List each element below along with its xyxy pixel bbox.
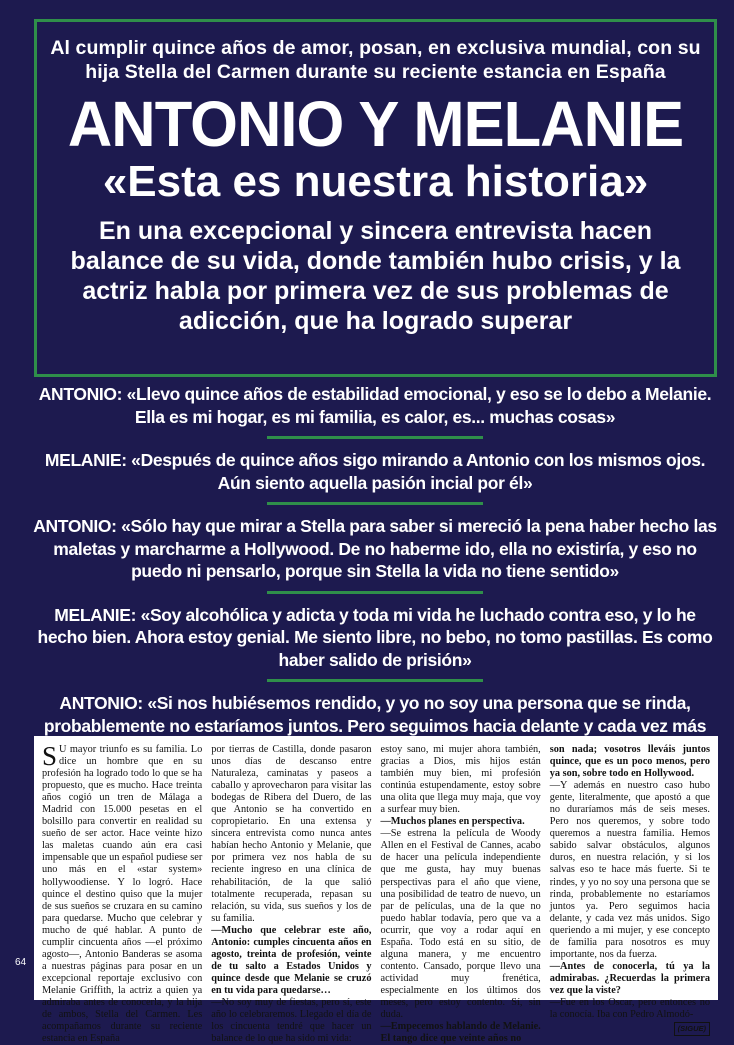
dropcap: S <box>42 741 58 771</box>
paragraph: —Y además en nuestro caso hubo gente, literalmente, que apostó a que no duraríamos más de seis meses. Pero nos queremos, y sobre todo queremos a nuestra familia. Hemos sabido salvar obstáculos, algunos duros, en nuestra relación, y si los salvas eso te hace más fuerte. Si te rindes, y yo no soy una persona que se rinda, probablemente no estaríamos juntos ya. Pero seguimos hacia delante, y cada vez más unidos. Sigo queriendo a mi mujer, y ese concepto de familia para nosotros es muy importante, nos da fuerza. <box>549 780 710 960</box>
divider <box>267 502 483 505</box>
paragraph: U mayor triunfo es su familia. Lo dice un hombre que en su profesión ha logrado todo lo que se ha propuesto, que es mucho. Hace treinta años cogió un tren de Málaga a Madrid con 15.000 pesetas en el bolsillo para convertir en realidad su sueño de ser actor. Hace veinte hizo las maletas cuando aún era casi impensable que un español pudiese ser uno más en el «star system» hollywoodiense. Y lo logró. Hace quince el destino quiso que la mujer de sus sueños se cruzara en su camino para quedarse. Mucho que celebrar y mucho de qué hablar. A punto de cumplir cincuenta años —el próximo agosto—, Antonio Banderas se asoma a nuestras páginas para posar en un excepcional reportaje exclusivo con Melanie Griffith, la actriz a quien ya admiraba antes de conocerla, y la hija de ambos, Stella del Carmen. Les acompañamos durante su reciente estancia en España <box>42 744 203 1045</box>
interview-question: son nada; vosotros lleváis juntos quince, que es un poco menos, pero ya son, sobre todo en Hollywood. <box>549 744 710 780</box>
kicker: Al cumplir quince años de amor, posan, en exclusiva mundial, con su hija Stella del Carmen durante su reciente estancia en España <box>50 37 701 83</box>
deck: En una excepcional y sincera entrevista hacen balance de su vida, donde también hubo crisis, y la actriz habla por primera vez de sus problemas de adicción, que ha logrado superar <box>70 217 681 335</box>
paragraph: —No soy muy de fiestas, pero sí, este año lo celebraremos. Llegado el día de los cincuenta tendré que hacer un balance de lo que ha sido mi vida: <box>211 996 372 1045</box>
article-column-4 <box>549 744 710 1034</box>
interview-question: —Mucho que celebrar este año, Antonio: cumples cincuenta años en agosto, treinta de profesión, veinte de tu salto a Estados Unidos y quince desde que Melanie se cruzó en tu vida para quedarse… <box>211 924 372 996</box>
quote-melanie-2: MELANIE: «Soy alcohólica y adicta y toda mi vida he luchado contra eso, y lo he hecho bien. Ahora estoy genial. Me siento libre, no bebo, no tomo pastillas. Es como haber salido de prisión» <box>37 604 713 670</box>
article-column-2 <box>211 744 372 1045</box>
divider <box>267 436 483 439</box>
quote-antonio-3: ANTONIO: «Si nos hubiésemos rendido, y yo no soy una persona que se rinda, probablemente no estaríamos juntos. Pero seguimos hacia delante y cada vez más <box>43 693 707 736</box>
continued-badge: (SIGUE) <box>674 1022 710 1036</box>
header-box <box>34 19 717 377</box>
paragraph: —Fue en los Oscar, pero entonces no la conocía. Iba con Pedro Almodó- <box>549 996 710 1021</box>
interview-question: —Empecemos hablando de Melanie. El tango dice que veinte años no <box>380 1021 541 1045</box>
quotes-section <box>30 383 720 760</box>
quote-antonio-2: ANTONIO: «Sólo hay que mirar a Stella para saber si mereció la pena haber hecho las maletas y marcharme a Hollywood. De no haberme ido, ella no existiría, y eso no puedo ni pensarlo, porque sin Stella la vida no tiene sentido» <box>33 516 717 581</box>
interview-question: —Muchos planes en perspectiva. <box>380 816 525 828</box>
paragraph: —Se estrena la película de Woody Allen en el Festival de Cannes, acabo de hacer una película independiente que me gusta, hay muy buenas perspectivas para el año que viene, una posibilidad de teatro de nuevo, un par de películas, una de la que no puedo hablar todavía, pero que va a ocurrir, que voy a rodar aquí en España. Todo está en su sitio, de alguna manera, y me encuentro contento. Cansado, porque llevo una actividad muy frenética, especialmente en los últimos dos meses, pero estoy contento. Sí, sin duda. <box>380 828 541 1021</box>
paragraph: por tierras de Castilla, donde pasaron unos días de descanso entre Naturaleza, caminatas y paseos a caballo y aprovecharon para visitar las bodegas de Ribera del Duero, de las que Antonio se ha convertido en copropietario. En una extensa y sincera entrevista como nunca antes habían hecho Antonio y Melanie, que por primera vez nos habla de su reciente ingreso en una clínica de rehabilitación, de la que salió totalmente recuperada, repasan su relación, su vida, sus sueños y los de su familia. <box>211 744 372 924</box>
quote-melanie-1: MELANIE: «Después de quince años sigo mirando a Antonio con los mismos ojos. Aún siento aquella pasión incial por él» <box>44 450 706 493</box>
divider <box>267 679 483 682</box>
divider <box>267 591 483 594</box>
headline: ANTONIO Y MELANIE <box>67 88 684 160</box>
article-column-1 <box>42 741 203 1045</box>
article-column-3 <box>380 744 541 1045</box>
quote-antonio-1: ANTONIO: «Llevo quince años de estabilidad emocional, y eso se lo debo a Melanie. Ella es mi hogar, es mi familia, es calor, es... muchas cosas» <box>38 384 712 427</box>
article-body <box>34 736 718 1045</box>
subhead: «Esta es nuestra historia» <box>102 157 649 206</box>
paragraph: estoy sano, mi mujer ahora también, gracias a Dios, mis hijos están también muy bien, mi profesión continúa estupendamente, estoy sobre una olita que llega muy maja, que voy a surfear muy bien. <box>380 744 541 816</box>
interview-question: —Antes de conocerla, tú ya la admirabas. ¿Recuerdas la primera vez que la viste? <box>549 960 710 996</box>
page-number: 64 <box>15 957 27 968</box>
